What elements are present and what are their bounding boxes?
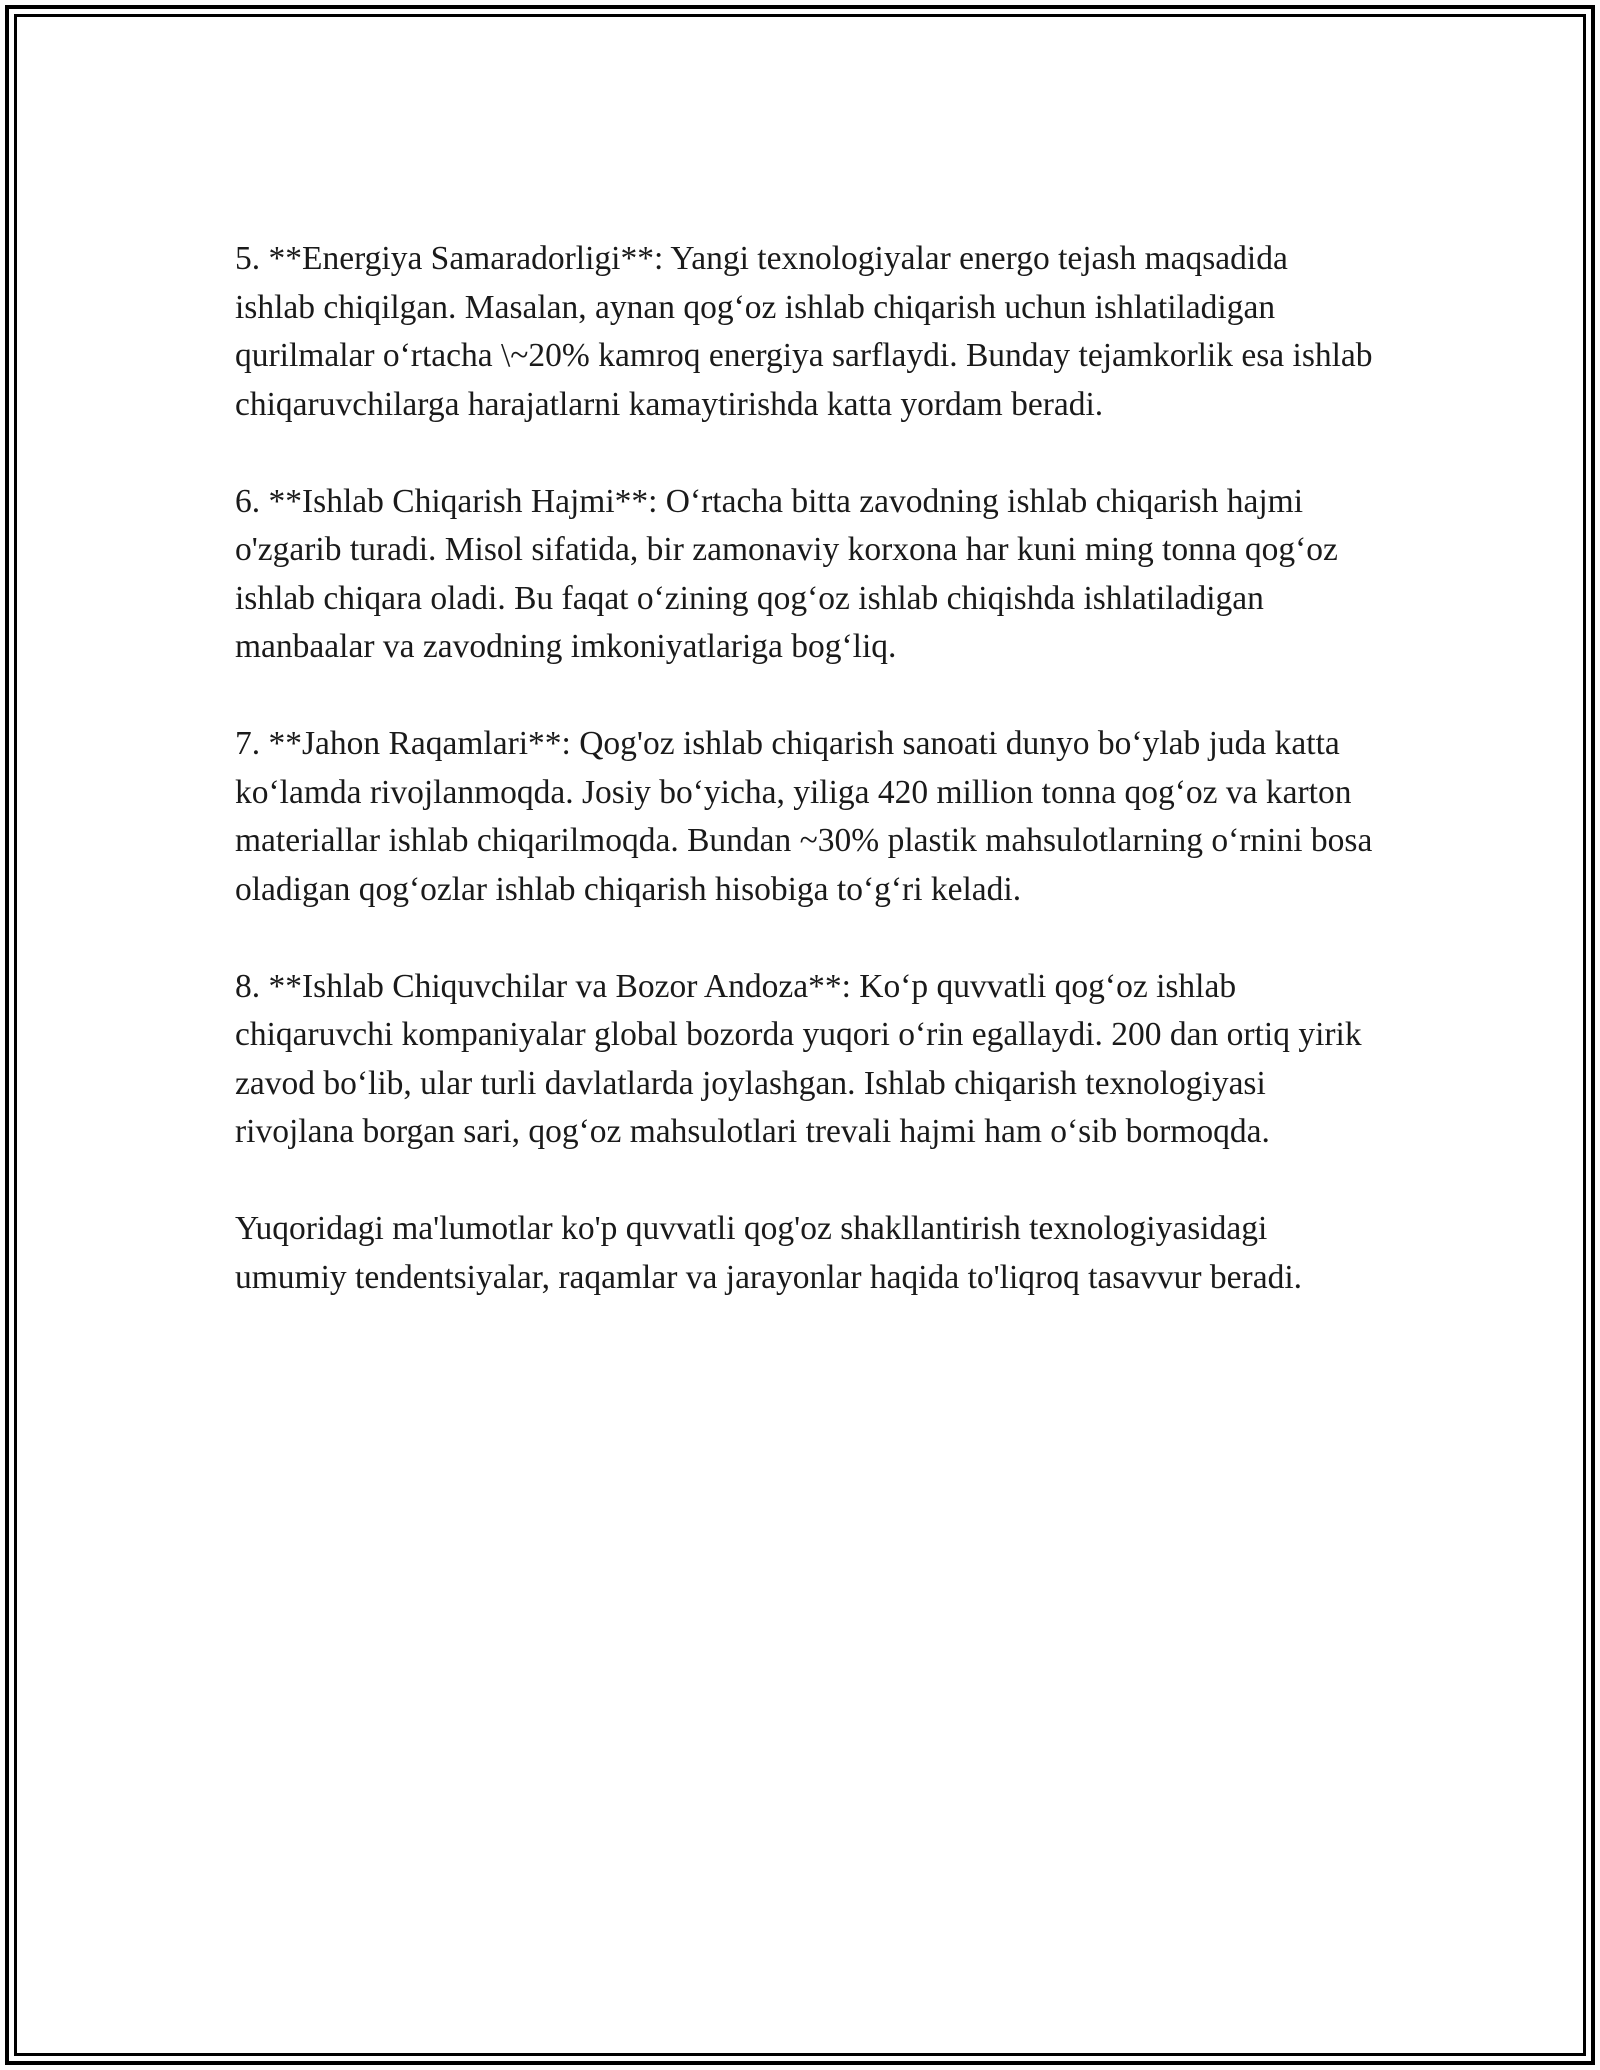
paragraph-production-volume: 6. **Ishlab Chiqarish Hajmi**: O‘rtacha bitta zavodning ishlab chiqarish hajmi o'zgarib turadi. Misol sifatida, bir zamonaviy korxona har kuni ming tonna qog‘oz ishlab chiqara oladi. Bu faqat o‘zining qog‘oz ishlab chiqishda ishlatiladigan manbaalar va zavodning imkoniyatlariga bog‘liq. — [235, 482, 1338, 665]
paragraph-conclusion: Yuqoridagi ma'lumotlar ko'p quvvatli qog'oz shakllantirish texnologiyasidagi umumiy tendentsiyalar, raqamlar va jarayonlar haqida to'liqroq tasavvur beradi. — [235, 1210, 1303, 1296]
paragraph-producers-market: 8. **Ishlab Chiquvchilar va Bozor Andoza**: Ko‘p quvvatli qog‘oz ishlab chiqaruvchi kompaniyalar global bozorda yuqori o‘rin egallaydi. 200 dan ortiq yirik zavod bo‘lib, ular turli davlatlarda joylashgan. Ishlab chiqarish texnologiyasi rivojlana borgan sari, qog‘oz mahsulotlari trevali hajmi ham o‘sib bormoqda. — [235, 967, 1362, 1150]
document-body — [235, 235, 1375, 1302]
paragraph-world-figures: 7. **Jahon Raqamlari**: Qog'oz ishlab chiqarish sanoati dunyo bo‘ylab juda katta ko‘lamda rivojlanmoqda. Josiy bo‘yicha, yiliga 420 million tonna qog‘oz va karton materiallar ishlab chiqarilmoqda. Bundan ~30% plastik mahsulotlarning o‘rnini bosa oladigan qog‘ozlar ishlab chiqarish hisobiga to‘g‘ri keladi. — [235, 725, 1373, 908]
paragraph-energy-efficiency: 5. **Energiya Samaradorligi**: Yangi texnologiyalar energo tejash maqsadida ishlab chiqilgan. Masalan, aynan qog‘oz ishlab chiqarish uchun ishlatiladigan qurilmalar o‘rtacha \~20% kamroq energiya sarflaydi. Bunday tejamkorlik esa ishlab chiqaruvchilarga harajatlarni kamaytirishda katta yordam beradi. — [235, 240, 1373, 423]
